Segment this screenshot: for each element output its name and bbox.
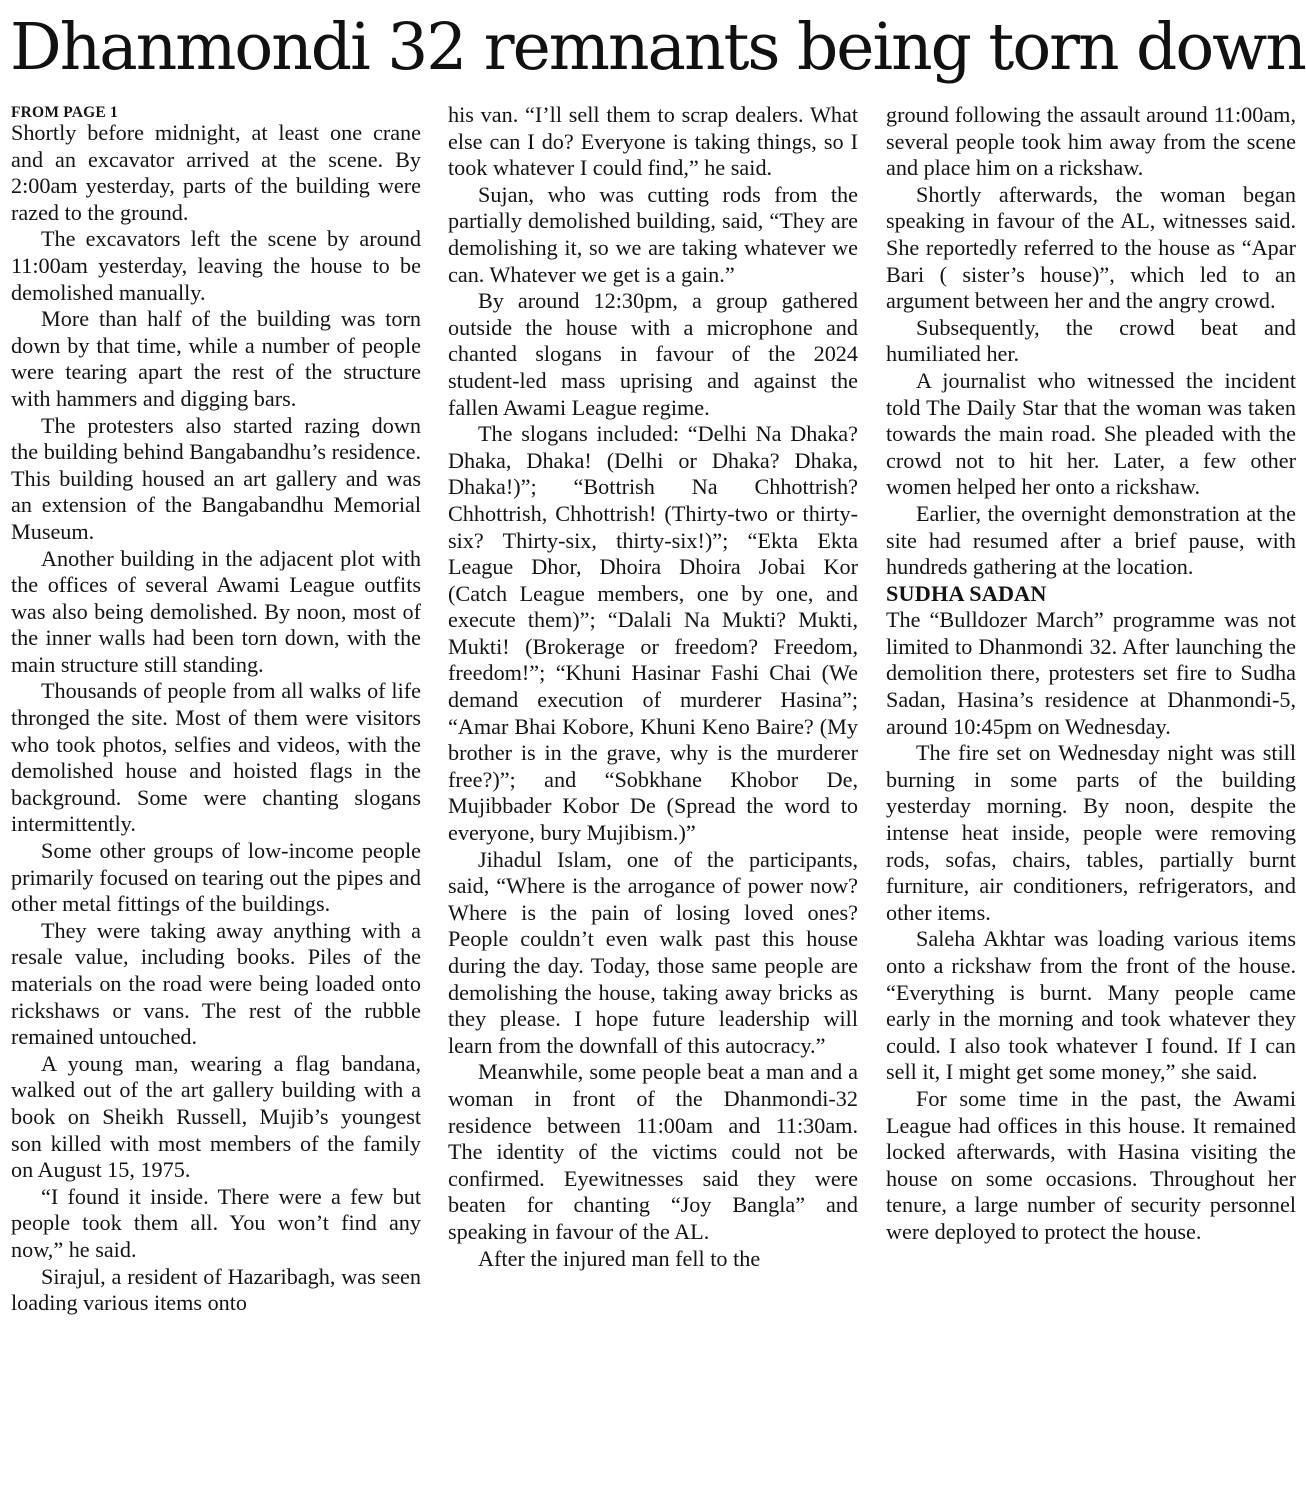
paragraph: Sirajul, a resident of Hazaribagh, was seen loading various items onto bbox=[11, 1263, 421, 1316]
article-column-3 bbox=[886, 102, 1296, 1246]
paragraph: For some time in the past, the Awami League had offices in this house. It remained locked afterwards, with Hasina visiting the house on some occasions. Throughout her tenure, a large number of security personnel were deployed to protect the house. bbox=[886, 1085, 1296, 1244]
headline: Dhanmondi 32 remnants being torn down bbox=[10, 10, 1305, 85]
subheading-sudha-sadan: SUDHA SADAN bbox=[886, 580, 1047, 606]
paragraph: Earlier, the overnight demonstration at the site had resumed after a brief pause, with hundreds gathering at the location. bbox=[886, 500, 1296, 580]
paragraph: They were taking away anything with a resale value, including books. Piles of the materials on the road were being loaded onto rickshaws or vans. The rest of the rubble remained untouched. bbox=[11, 917, 421, 1050]
paragraph: By around 12:30pm, a group gathered outside the house with a microphone and chanted slogans in favour of the 2024 student-led mass uprising and against the fallen Awami League regime. bbox=[448, 288, 858, 420]
paragraph: The fire set on Wednesday night was still burning in some parts of the building yesterday morning. By noon, despite the intense heat inside, people were removing rods, sofas, chairs, tables, partially burnt furniture, air conditioners, refrigerators, and other items. bbox=[886, 740, 1296, 925]
article-column-1 bbox=[11, 102, 421, 1317]
paragraph: his van. “I’ll sell them to scrap dealers. What else can I do? Everyone is taking things, so I took whatever I could find,” he said. bbox=[448, 102, 858, 181]
paragraph: Saleha Akhtar was loading various items onto a rickshaw from the front of the house. “Everything is burnt. Many people came early in the morning and took whatever they could. I also took whatever I found. If I can sell it, I might get some money,” she said. bbox=[886, 926, 1296, 1085]
paragraph: Jihadul Islam, one of the participants, said, “Where is the arrogance of power now? Where is the pain of losing loved ones? People couldn’t even walk past this house during the day. Today, those same people are demolishing the house, taking away bricks as they please. I hope future leadership will learn from the downfall of this autocracy.” bbox=[448, 846, 858, 1058]
paragraph: More than half of the building was torn down by that time, while a number of people were tearing apart the rest of the structure with hammers and digging bars. bbox=[11, 306, 421, 411]
paragraph: Subsequently, the crowd beat and humiliated her. bbox=[886, 314, 1296, 367]
paragraph: ground following the assault around 11:00am, several people took him away from the scene and place him on a rickshaw. bbox=[886, 102, 1296, 181]
paragraph: The “Bulldozer March” programme was not limited to Dhanmondi 32. After launching the demolition there, protesters set fire to Sudha Sadan, Hasina’s residence at Dhanmondi-5, around 10:45pm on Wednesday. bbox=[886, 607, 1296, 739]
paragraph: Shortly afterwards, the woman began speaking in favour of the AL, witnesses said. She reportedly referred to the house as “Apar Bari ( sister’s house)”, which led to an argument between her and the angry crowd. bbox=[886, 181, 1296, 314]
paragraph: After the injured man fell to the bbox=[478, 1245, 761, 1271]
paragraph: A journalist who witnessed the incident told The Daily Star that the woman was taken towards the main road. She pleaded with the crowd not to hit her. Later, a few other women helped her onto a rickshaw. bbox=[886, 367, 1296, 500]
paragraph: Another building in the adjacent plot with the offices of several Awami League outfits was also being demolished. By noon, most of the inner walls had been torn down, with the main structure still standing. bbox=[11, 545, 421, 677]
paragraph: Thousands of people from all walks of life thronged the site. Most of them were visitors who took photos, selfies and videos, with the demolished house and hoisted flags in the background. Some were chanting slogans intermittently. bbox=[11, 678, 421, 837]
paragraph: The protesters also started razing down the building behind Bangabandhu’s residence. This building housed an art gallery and was an extension of the Bangabandhu Memorial Museum. bbox=[11, 412, 421, 544]
paragraph: The slogans included: “Delhi Na Dhaka? Dhaka, Dhaka! (Delhi or Dhaka? Dhaka, Dhaka!)”; “Bottrish Na Chhottrish? Chhottrish, Chhottrish! (Thirty-two or thirty-six? Thirty-six, thirty-six!)”; “Ekta Ekta League Dhor, Dhoira Dhoira Jobai Kor (Catch League members, one by one, and execute them)”; “Dalali Na Mukti? Mukti, Mukti! (Brokerage or freedom? Freedom, freedom!”; “Khuni Hasinar Fashi Chai (We demand execution of murderer Hasina”; “Amar Bhai Kobore, Khuni Keno Baire? (My brother is in the grave, why is the murderer free?)”; and “Sobkhane Khobor De, Mujibbader Kobor De (Spread the word to everyone, bury Mujibism.)” bbox=[448, 421, 858, 846]
kicker-from-page: FROM PAGE 1 bbox=[11, 104, 118, 121]
article-column-2 bbox=[448, 102, 858, 1272]
paragraph: “I found it inside. There were a few but people took them all. You won’t find any now,” he said. bbox=[11, 1183, 421, 1262]
paragraph: The excavators left the scene by around 11:00am yesterday, leaving the house to be demolished manually. bbox=[11, 226, 421, 305]
paragraph: Shortly before midnight, at least one crane and an excavator arrived at the scene. By 2:00am yesterday, parts of the building were razed to the ground. bbox=[11, 120, 421, 225]
paragraph: Some other groups of low-income people primarily focused on tearing out the pipes and other metal fittings of the buildings. bbox=[11, 838, 421, 917]
paragraph: Meanwhile, some people beat a man and a woman in front of the Dhanmondi-32 residence between 11:00am and 11:30am. The identity of the victims could not be confirmed. Eyewitnesses said they were beaten for chanting “Joy Bangla” and speaking in favour of the AL. bbox=[448, 1059, 858, 1244]
paragraph: A young man, wearing a flag bandana, walked out of the art gallery building with a book on Sheikh Russell, Mujib’s youngest son killed with most members of the family on August 15, 1975. bbox=[11, 1050, 421, 1183]
paragraph: Sujan, who was cutting rods from the partially demolished building, said, “They are demolishing it, so we are taking whatever we can. Whatever we get is a gain.” bbox=[448, 181, 858, 287]
